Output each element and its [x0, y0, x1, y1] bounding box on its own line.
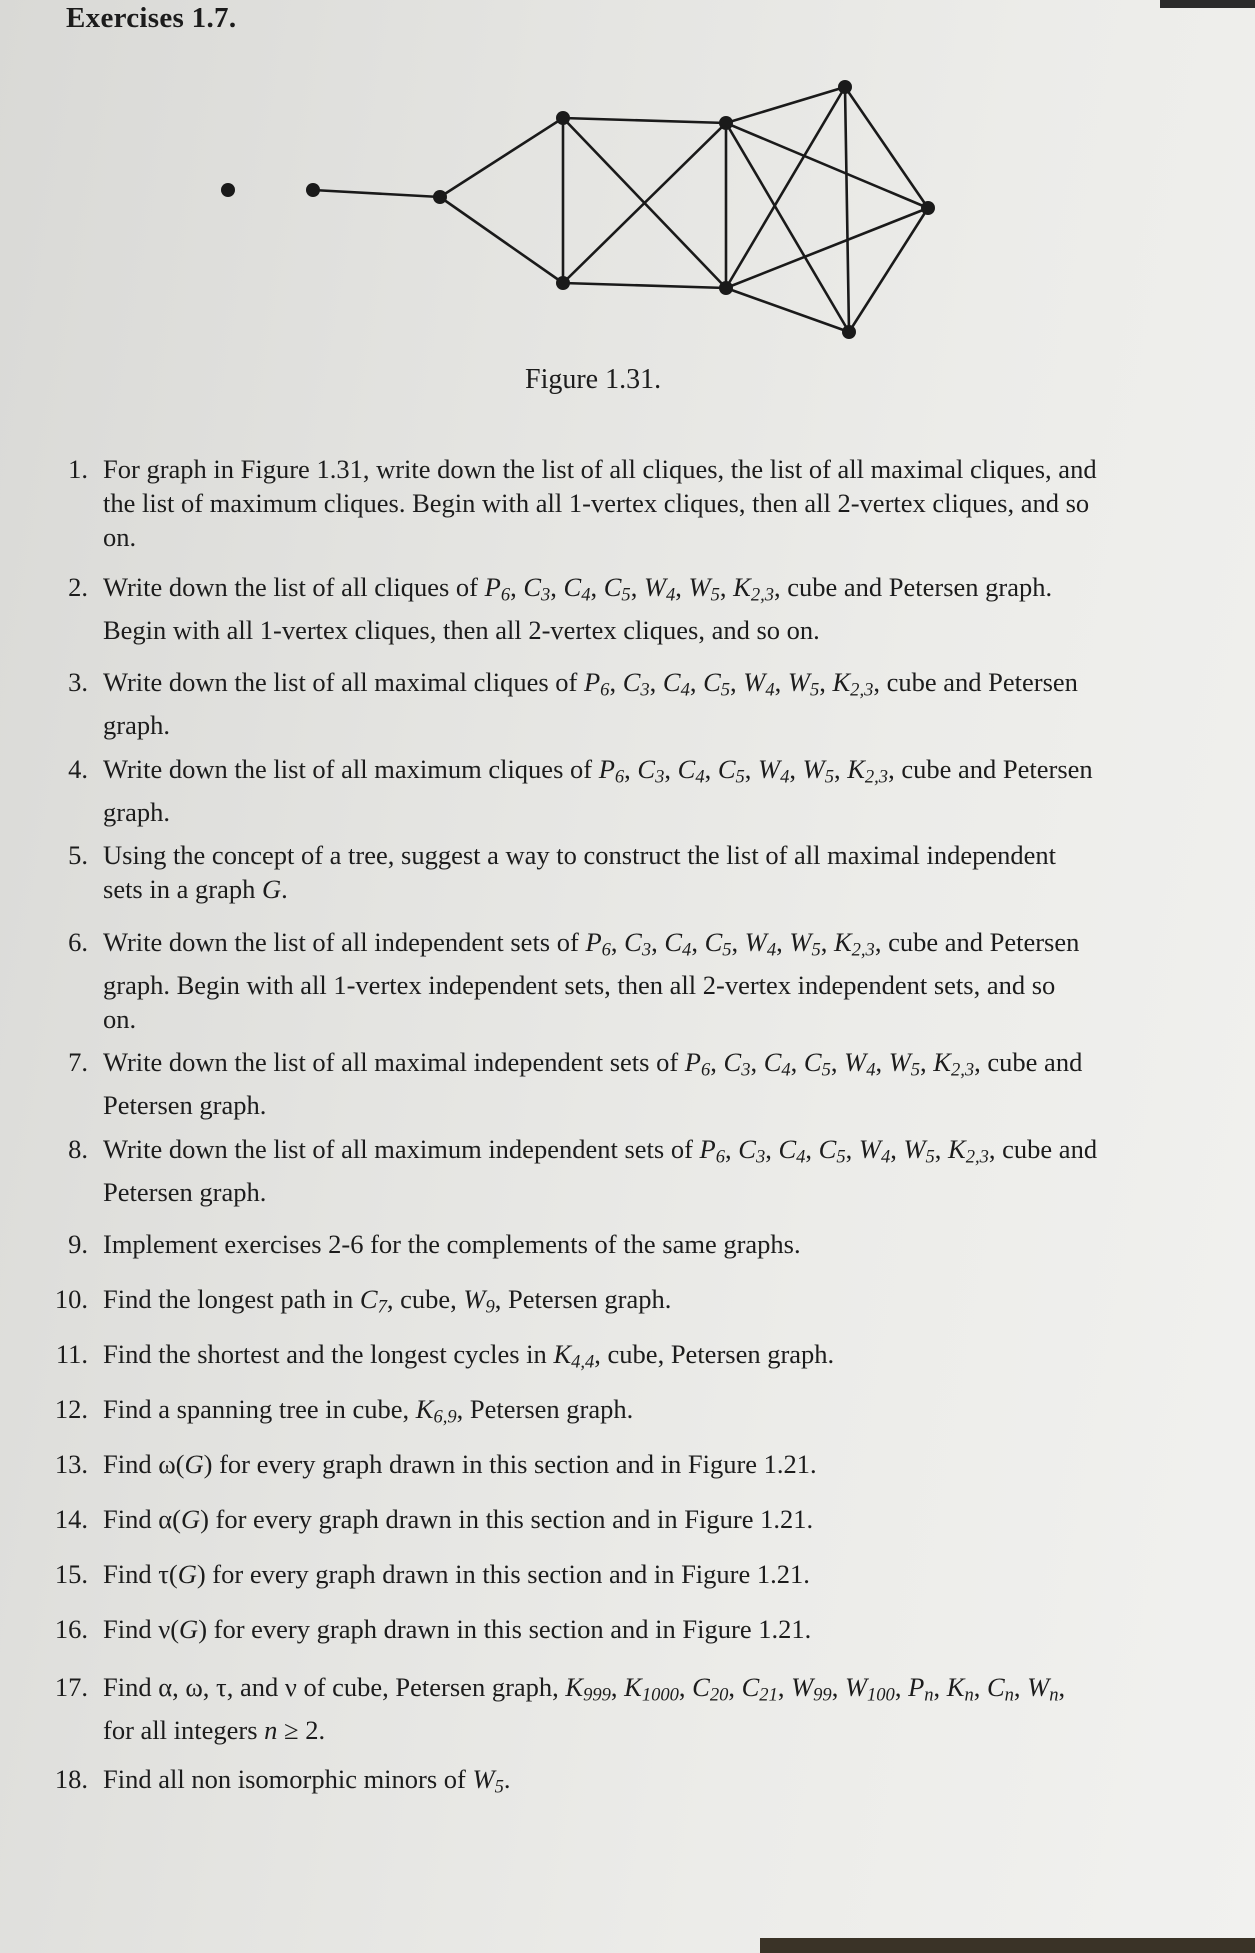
exercise-number: 11.	[55, 1339, 88, 1369]
graph-vertex	[221, 183, 235, 197]
graph-vertex	[921, 201, 935, 215]
graph-vertex	[719, 116, 733, 130]
exercise-number: 3.	[68, 667, 88, 697]
exercise-text-line: Write down the list of all maximal independent sets of $P_6$, $C_3$, $C_4$, $C_5$, $W_4$, $W_5$, $K_{2,3}$, cube and	[103, 1047, 1083, 1081]
exercise-text-line: Find τ(G) for every graph drawn in this section and in Figure 1.21.	[103, 1559, 810, 1589]
figure-caption: Figure 1.31.	[525, 364, 662, 395]
exercise-text-line: graph. Begin with all 1-vertex independent sets, then all 2-vertex independent sets, and so	[103, 969, 1056, 1000]
exercise-number: 14.	[54, 1504, 88, 1534]
photo-edge	[760, 1938, 1255, 1953]
graph-edge	[440, 197, 563, 283]
exercise-text-line: Find the longest path in $C_7$, cube, $W_9$, Petersen graph.	[103, 1284, 672, 1318]
exercise-number: 1.	[68, 454, 88, 484]
exercise-number: 4.	[68, 754, 88, 784]
exercise-number: 15.	[54, 1559, 88, 1589]
exercise-text-line: Find all non isomorphic minors of $W_5$.	[103, 1764, 511, 1798]
exercise-number: 8.	[68, 1134, 88, 1164]
graph-figure	[0, 0, 1255, 360]
exercise-number: 9.	[68, 1229, 88, 1259]
graph-edge	[563, 118, 726, 123]
exercise-text-line: Write down the list of all maximal cliques of $P_6$, $C_3$, $C_4$, $C_5$, $W_4$, $W_5$, $K_{2,3}$, cube and Petersen	[103, 667, 1078, 701]
exercise-text-line: for all integers n ≥ 2.	[103, 1714, 326, 1745]
graph-vertex	[433, 190, 447, 204]
exercise-text-line: Begin with all 1-vertex cliques, then all 2-vertex cliques, and so on.	[103, 614, 820, 645]
graph-vertex	[556, 276, 570, 290]
exercise-text-line: Petersen graph.	[103, 1089, 267, 1120]
graph-vertex	[306, 183, 320, 197]
graph-edge	[440, 118, 563, 197]
exercise-number: 18.	[54, 1764, 88, 1794]
graph-edge	[313, 190, 440, 197]
exercise-number: 6.	[68, 927, 88, 957]
exercise-text-line: For graph in Figure 1.31, write down the list of all cliques, the list of all maximal cliques, and	[103, 454, 1097, 484]
exercise-text-line: Petersen graph.	[103, 1176, 267, 1207]
graph-vertex	[842, 325, 856, 339]
exercise-text-line: Find a spanning tree in cube, $K_{6,9}$, Petersen graph.	[103, 1394, 634, 1428]
exercise-number: 13.	[54, 1449, 88, 1479]
exercise-number: 10.	[54, 1284, 88, 1314]
exercise-text-line: graph.	[103, 796, 170, 827]
exercise-text-line: Write down the list of all independent sets of $P_6$, $C_3$, $C_4$, $C_5$, $W_4$, $W_5$, $K_{2,3}$, cube and Petersen	[103, 927, 1080, 961]
exercise-text-line: the list of maximum cliques. Begin with all 1-vertex cliques, then all 2-vertex cliques, and so	[103, 488, 1090, 518]
exercise-text-line: graph.	[103, 709, 170, 740]
graph-edge	[726, 123, 849, 332]
exercise-number: 16.	[54, 1614, 88, 1644]
exercise-text-line: sets in a graph G.	[103, 874, 288, 904]
graph-edge	[726, 288, 849, 332]
exercise-text-line: Implement exercises 2-6 for the complements of the same graphs.	[103, 1229, 801, 1259]
exercise-number: 17.	[54, 1672, 88, 1702]
graph-edge	[563, 123, 726, 283]
exercise-text-line: on.	[103, 1003, 137, 1034]
graph-edge	[849, 208, 928, 332]
exercise-number: 2.	[68, 572, 88, 602]
exercise-text-line: Find ω(G) for every graph drawn in this section and in Figure 1.21.	[103, 1449, 817, 1479]
exercise-text-line: Write down the list of all maximum cliques of $P_6$, $C_3$, $C_4$, $C_5$, $W_4$, $W_5$, $K_{2,3}$, cube and Petersen	[103, 754, 1093, 788]
exercise-text-line: Find ν(G) for every graph drawn in this section and in Figure 1.21.	[103, 1614, 812, 1644]
exercise-text-line: Write down the list of all cliques of $P_6$, $C_3$, $C_4$, $C_5$, $W_4$, $W_5$, $K_{2,3}$, cube and Petersen graph.	[103, 572, 1053, 606]
exercise-text-line: Find α, ω, τ, and ν of cube, Petersen graph, $K_{999}$, $K_{1000}$, $C_{20}$, $C_{21}$, $W_{99}$, $W_{100}$, $P_n$, $K_n$, $C_n$, $W_n$,	[103, 1672, 1066, 1706]
exercise-text-line: on.	[103, 522, 137, 552]
exercise-text-line: Write down the list of all maximum independent sets of $P_6$, $C_3$, $C_4$, $C_5$, $W_4$, $W_5$, $K_{2,3}$, cube and	[103, 1134, 1098, 1168]
graph-vertex	[719, 281, 733, 295]
exercise-text-line: Find α(G) for every graph drawn in this section and in Figure 1.21.	[103, 1504, 814, 1534]
exercise-number: 5.	[68, 840, 88, 870]
graph-vertex	[838, 80, 852, 94]
graph-edge	[845, 87, 849, 332]
graph-edge	[563, 283, 726, 288]
section-heading: Exercises 1.7.	[66, 2, 237, 34]
exercise-text-line: Find the shortest and the longest cycles in $K_{4,4}$, cube, Petersen graph.	[103, 1339, 835, 1373]
graph-edge	[726, 208, 928, 288]
graph-vertex	[556, 111, 570, 125]
exercise-number: 12.	[54, 1394, 88, 1424]
exercise-text-line: Using the concept of a tree, suggest a way to construct the list of all maximal independent	[103, 840, 1056, 870]
exercise-number: 7.	[68, 1047, 88, 1077]
